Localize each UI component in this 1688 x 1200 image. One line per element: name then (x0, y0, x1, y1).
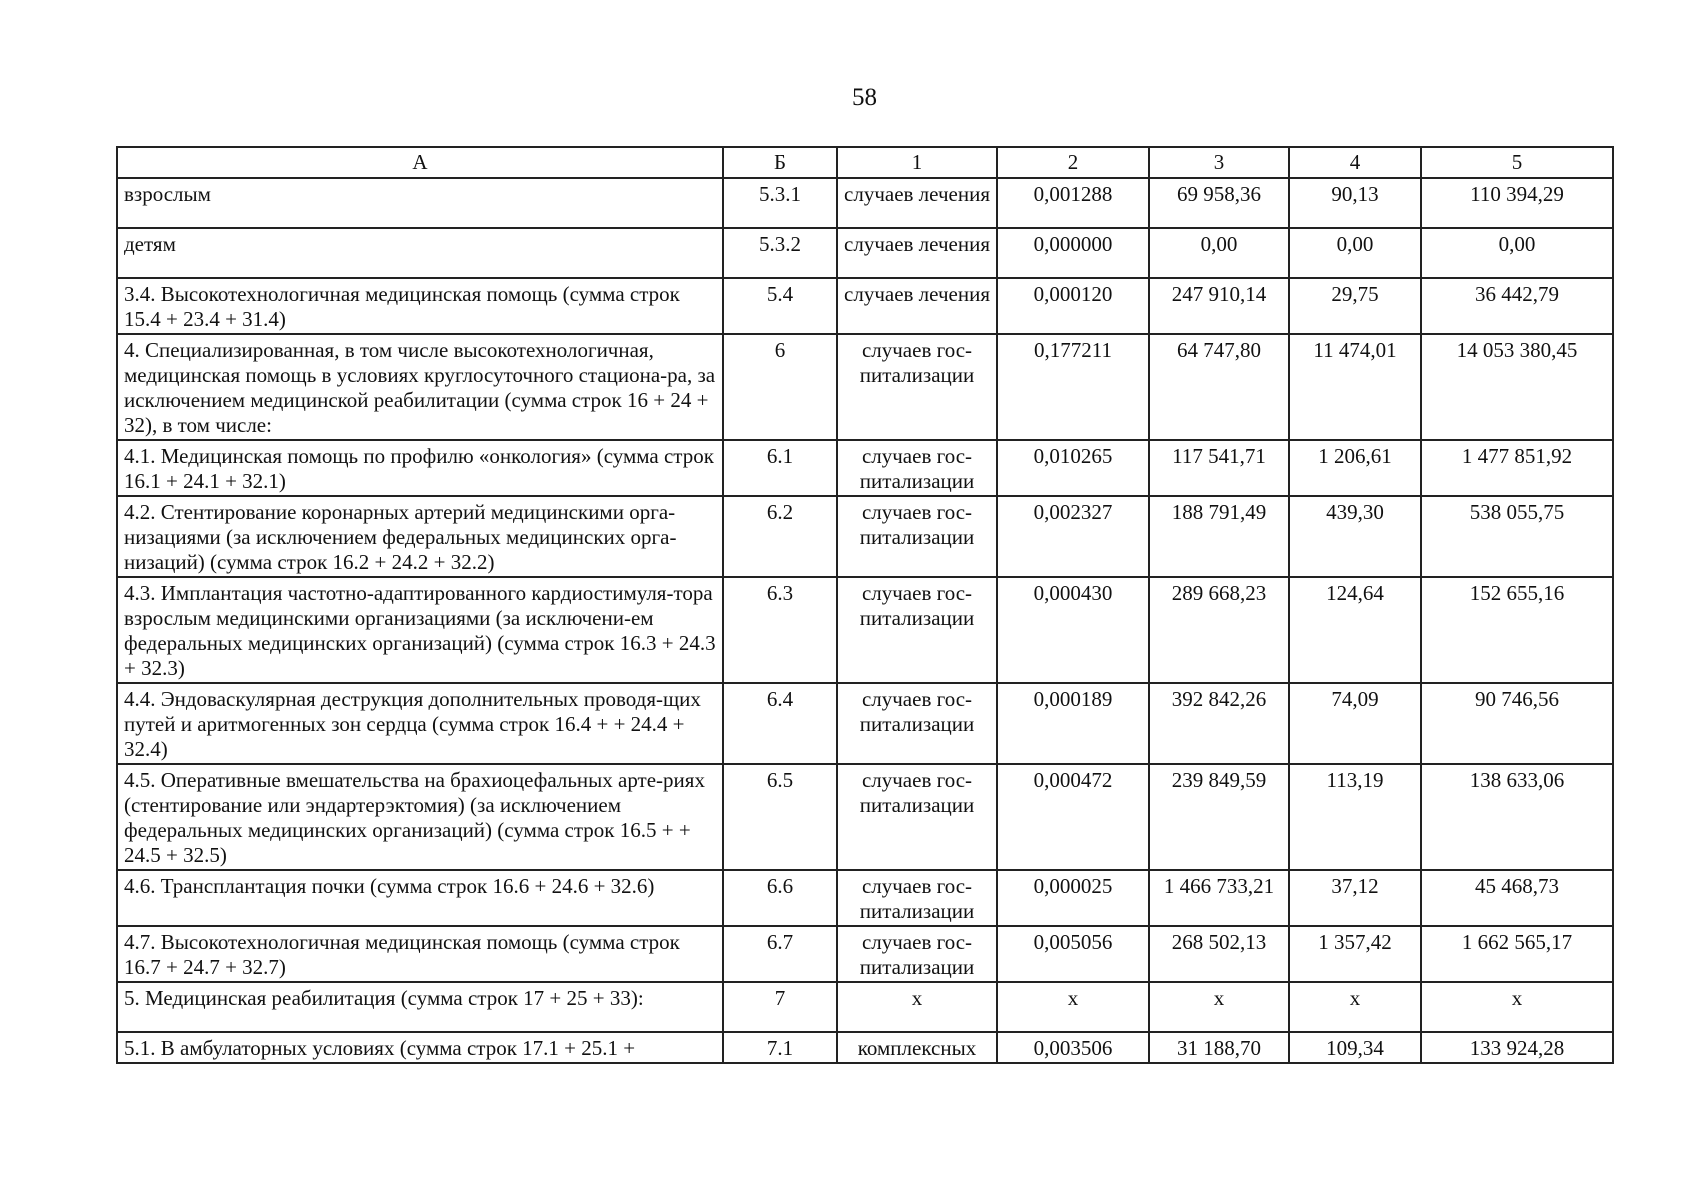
cell-row-code: 6.6 (723, 870, 837, 926)
cell-col-4: х (1289, 982, 1421, 1032)
cell-unit: случаев лечения (837, 278, 997, 334)
cell-description: 3.4. Высокотехнологичная медицинская помощь (сумма строк 15.4 + 23.4 + 31.4) (117, 278, 723, 334)
table-row (117, 683, 1613, 764)
cell-col-4: 1 357,42 (1289, 926, 1421, 982)
cell-col-2: 0,000472 (997, 764, 1149, 870)
cell-description: 4.7. Высокотехнологичная медицинская помощь (сумма строк 16.7 + 24.7 + 32.7) (117, 926, 723, 982)
cell-row-code: 5.4 (723, 278, 837, 334)
cell-row-code: 7 (723, 982, 837, 1032)
cell-col-5: 1 477 851,92 (1421, 440, 1613, 496)
cell-col-4: 109,34 (1289, 1032, 1421, 1063)
cell-col-3: 239 849,59 (1149, 764, 1289, 870)
cell-col-2: 0,000430 (997, 577, 1149, 683)
table-row (117, 870, 1613, 926)
cell-col-4: 439,30 (1289, 496, 1421, 577)
cell-col-5: 45 468,73 (1421, 870, 1613, 926)
table-row (117, 577, 1613, 683)
cell-col-4: 124,64 (1289, 577, 1421, 683)
cell-unit: случаев лечения (837, 228, 997, 278)
cell-row-code: 6.4 (723, 683, 837, 764)
table-row (117, 228, 1613, 278)
cell-col-5: х (1421, 982, 1613, 1032)
cell-description: 4. Специализированная, в том числе высокотехнологичная, медицинская помощь в условиях круглосуточного стациона-ра, за исключением медицинской реабилитации (сумма строк 16 + 24 + 32), в том числе: (117, 334, 723, 440)
cell-row-code: 5.3.1 (723, 178, 837, 228)
cell-description: 4.6. Трансплантация почки (сумма строк 16.6 + 24.6 + 32.6) (117, 870, 723, 926)
table-row (117, 764, 1613, 870)
table-row (117, 440, 1613, 496)
cell-col-4: 11 474,01 (1289, 334, 1421, 440)
cell-row-code: 6.1 (723, 440, 837, 496)
cell-col-4: 0,00 (1289, 228, 1421, 278)
cell-col-3: х (1149, 982, 1289, 1032)
cell-row-code: 6.5 (723, 764, 837, 870)
cell-unit: случаев гос-питализации (837, 870, 997, 926)
cell-col-3: 64 747,80 (1149, 334, 1289, 440)
table-row (117, 1032, 1613, 1063)
cell-row-code: 5.3.2 (723, 228, 837, 278)
cell-col-4: 90,13 (1289, 178, 1421, 228)
cell-unit: случаев лечения (837, 178, 997, 228)
cell-col-3: 289 668,23 (1149, 577, 1289, 683)
header-row (117, 147, 1613, 178)
cell-col-5: 0,00 (1421, 228, 1613, 278)
cell-col-5: 14 053 380,45 (1421, 334, 1613, 440)
column-header-4: 4 (1289, 147, 1421, 178)
cell-col-4: 74,09 (1289, 683, 1421, 764)
cell-col-2: 0,001288 (997, 178, 1149, 228)
cell-unit: случаев гос-питализации (837, 926, 997, 982)
column-header-5: 5 (1421, 147, 1613, 178)
table-row (117, 178, 1613, 228)
table-row (117, 496, 1613, 577)
cell-col-2: х (997, 982, 1149, 1032)
cell-col-5: 138 633,06 (1421, 764, 1613, 870)
column-header-2: 2 (997, 147, 1149, 178)
cell-col-2: 0,010265 (997, 440, 1149, 496)
data-table (116, 146, 1614, 1064)
cell-col-4: 29,75 (1289, 278, 1421, 334)
cell-unit: случаев гос-питализации (837, 683, 997, 764)
cell-row-code: 6.3 (723, 577, 837, 683)
cell-col-5: 152 655,16 (1421, 577, 1613, 683)
cell-unit: случаев гос-питализации (837, 577, 997, 683)
column-header-b: Б (723, 147, 837, 178)
table-row (117, 334, 1613, 440)
cell-col-3: 69 958,36 (1149, 178, 1289, 228)
cell-col-3: 268 502,13 (1149, 926, 1289, 982)
cell-col-5: 1 662 565,17 (1421, 926, 1613, 982)
table-body (117, 178, 1613, 1063)
cell-col-4: 37,12 (1289, 870, 1421, 926)
cell-description: 5. Медицинская реабилитация (сумма строк 17 + 25 + 33): (117, 982, 723, 1032)
cell-col-4: 113,19 (1289, 764, 1421, 870)
cell-col-3: 188 791,49 (1149, 496, 1289, 577)
cell-row-code: 6 (723, 334, 837, 440)
cell-col-5: 133 924,28 (1421, 1032, 1613, 1063)
cell-row-code: 7.1 (723, 1032, 837, 1063)
page-number: 58 (852, 84, 877, 111)
cell-col-3: 247 910,14 (1149, 278, 1289, 334)
column-header-3: 3 (1149, 147, 1289, 178)
cell-col-2: 0,005056 (997, 926, 1149, 982)
cell-col-2: 0,177211 (997, 334, 1149, 440)
cell-col-2: 0,002327 (997, 496, 1149, 577)
cell-col-3: 0,00 (1149, 228, 1289, 278)
cell-description: 5.1. В амбулаторных условиях (сумма строк 17.1 + 25.1 + (117, 1032, 723, 1063)
cell-description: 4.4. Эндоваскулярная деструкция дополнительных проводя-щих путей и аритмогенных зон сердца (сумма строк 16.4 + + 24.4 + 32.4) (117, 683, 723, 764)
table-row (117, 278, 1613, 334)
cell-description: 4.5. Оперативные вмешательства на брахиоцефальных арте-риях (стентирование или эндартерэктомия) (за исключением федеральных медицинских организаций) (сумма строк 16.5 + + 24.5 + 32.5) (117, 764, 723, 870)
cell-unit: случаев гос-питализации (837, 496, 997, 577)
cell-unit: х (837, 982, 997, 1032)
cell-row-code: 6.7 (723, 926, 837, 982)
cell-row-code: 6.2 (723, 496, 837, 577)
column-header-a: А (117, 147, 723, 178)
cell-description: детям (117, 228, 723, 278)
cell-description: 4.1. Медицинская помощь по профилю «онкология» (сумма строк 16.1 + 24.1 + 32.1) (117, 440, 723, 496)
cell-col-3: 392 842,26 (1149, 683, 1289, 764)
table-row (117, 982, 1613, 1032)
column-header-1: 1 (837, 147, 997, 178)
cell-col-5: 90 746,56 (1421, 683, 1613, 764)
cell-unit: случаев гос-питализации (837, 764, 997, 870)
cell-col-5: 110 394,29 (1421, 178, 1613, 228)
cell-col-2: 0,000189 (997, 683, 1149, 764)
cell-unit: случаев гос-питализации (837, 440, 997, 496)
cell-col-2: 0,000000 (997, 228, 1149, 278)
cell-col-4: 1 206,61 (1289, 440, 1421, 496)
table-row (117, 926, 1613, 982)
cell-col-3: 117 541,71 (1149, 440, 1289, 496)
cell-description: 4.3. Имплантация частотно-адаптированного кардиостимуля-тора взрослым медицинскими организациями (за исключени-ем федеральных медицинских организаций) (сумма строк 16.3 + 24.3 + 32.3) (117, 577, 723, 683)
cell-description: 4.2. Стентирование коронарных артерий медицинскими орга-низациями (за исключением федеральных медицинских орга-низаций) (сумма строк 16.2 + 24.2 + 32.2) (117, 496, 723, 577)
cell-col-2: 0,000120 (997, 278, 1149, 334)
cell-col-5: 538 055,75 (1421, 496, 1613, 577)
cell-col-2: 0,000025 (997, 870, 1149, 926)
cell-col-2: 0,003506 (997, 1032, 1149, 1063)
cell-unit: комплексных (837, 1032, 997, 1063)
cell-col-5: 36 442,79 (1421, 278, 1613, 334)
cell-col-3: 1 466 733,21 (1149, 870, 1289, 926)
cell-description: взрослым (117, 178, 723, 228)
cell-col-3: 31 188,70 (1149, 1032, 1289, 1063)
cell-unit: случаев гос-питализации (837, 334, 997, 440)
